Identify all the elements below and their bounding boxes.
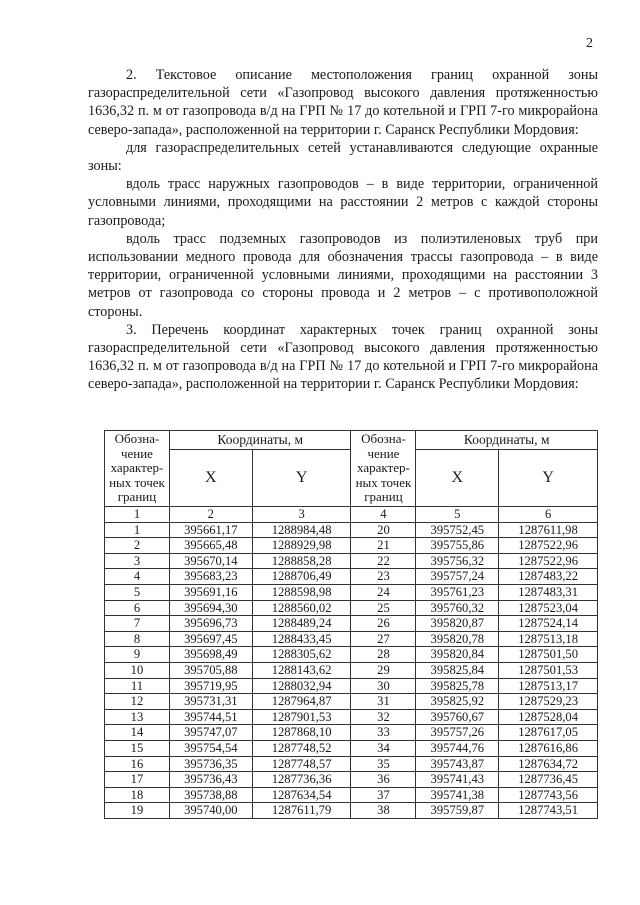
point-number: 9 [105, 647, 170, 663]
column-number: 2 [169, 507, 252, 523]
coord-y: 1287868,10 [252, 725, 351, 741]
point-number: 11 [105, 678, 170, 694]
coord-x: 395740,00 [169, 803, 252, 819]
column-number: 4 [351, 507, 416, 523]
coord-y: 1287617,05 [499, 725, 598, 741]
point-number: 19 [105, 803, 170, 819]
coord-x: 395744,76 [416, 740, 499, 756]
coord-y: 1288858,28 [252, 553, 351, 569]
point-number: 4 [105, 569, 170, 585]
table-row [105, 538, 598, 554]
coordinates-table-body [105, 522, 598, 818]
column-number: 3 [252, 507, 351, 523]
coord-y: 1287483,31 [499, 584, 598, 600]
point-number: 31 [351, 694, 416, 710]
coord-x: 395719,95 [169, 678, 252, 694]
table-row [105, 553, 598, 569]
point-number: 12 [105, 694, 170, 710]
coord-x: 395754,54 [169, 740, 252, 756]
point-number: 34 [351, 740, 416, 756]
table-row [105, 803, 598, 819]
coord-x: 395670,14 [169, 553, 252, 569]
coord-y: 1288489,24 [252, 616, 351, 632]
coord-y: 1287483,22 [499, 569, 598, 585]
table-row [105, 772, 598, 788]
coord-y: 1287634,72 [499, 756, 598, 772]
point-number: 16 [105, 756, 170, 772]
coord-y: 1287513,17 [499, 678, 598, 694]
column-number: 6 [499, 507, 598, 523]
coord-x: 395697,45 [169, 631, 252, 647]
paragraph-underground-pipelines: вдоль трасс подземных газопроводов из полиэтиленовых труб при использовании медного провода для обозначения трассы газопровода – в виде территории, ограниченной условными линиями, проходящими на расстоянии 3 метров от газопровода со стороны провода и 2 метров – с противоположной стороны. [88, 230, 598, 320]
coord-x: 395743,87 [416, 756, 499, 772]
coord-x: 395741,43 [416, 772, 499, 788]
coord-y: 1288984,48 [252, 522, 351, 538]
column-number: 5 [416, 507, 499, 523]
table-row [105, 694, 598, 710]
coord-y: 1288433,45 [252, 631, 351, 647]
table-row [105, 740, 598, 756]
coord-y: 1287529,23 [499, 694, 598, 710]
coord-y: 1287501,53 [499, 662, 598, 678]
coord-y: 1287522,96 [499, 538, 598, 554]
header-x-right: X [416, 450, 499, 507]
coord-x: 395820,78 [416, 631, 499, 647]
coord-y: 1288929,98 [252, 538, 351, 554]
coord-y: 1287523,04 [499, 600, 598, 616]
coord-y: 1288598,98 [252, 584, 351, 600]
coord-y: 1288305,62 [252, 647, 351, 663]
point-number: 10 [105, 662, 170, 678]
point-number: 21 [351, 538, 416, 554]
coord-x: 395756,32 [416, 553, 499, 569]
coord-x: 395661,17 [169, 522, 252, 538]
point-number: 38 [351, 803, 416, 819]
coord-x: 395820,87 [416, 616, 499, 632]
coord-x: 395752,45 [416, 522, 499, 538]
header-coordinates-right: Координаты, м [416, 431, 598, 450]
table-row [105, 709, 598, 725]
point-number: 28 [351, 647, 416, 663]
coord-x: 395744,51 [169, 709, 252, 725]
coord-y: 1287528,04 [499, 709, 598, 725]
table-row [105, 725, 598, 741]
coord-y: 1287901,53 [252, 709, 351, 725]
coord-y: 1287748,57 [252, 756, 351, 772]
header-y-right: Y [499, 450, 598, 507]
coord-y: 1287524,14 [499, 616, 598, 632]
body-text [88, 66, 598, 394]
point-number: 29 [351, 662, 416, 678]
coord-y: 1287964,87 [252, 694, 351, 710]
paragraph-section-3-title: 3. Перечень координат характерных точек границ охранной зоны газораспределительной сети «Газопровод высокого давления протяженностью 1636,32 п. м от газопровода в/д на ГРП № 17 до котельной и ГРП 7-го микрорайона северо-запада», расположенной на территории г. Саранск Республики Мордовия: [88, 321, 598, 393]
coord-x: 395820,84 [416, 647, 499, 663]
table-row [105, 647, 598, 663]
coord-y: 1287501,50 [499, 647, 598, 663]
coord-x: 395705,88 [169, 662, 252, 678]
point-number: 35 [351, 756, 416, 772]
coord-x: 395825,92 [416, 694, 499, 710]
point-number: 23 [351, 569, 416, 585]
table-row [105, 569, 598, 585]
paragraph-outdoor-pipelines: вдоль трасс наружных газопроводов – в виде территории, ограниченной условными линиями, проходящими на расстоянии 2 метров с каждой стороны газопровода; [88, 176, 598, 229]
coord-x: 395747,07 [169, 725, 252, 741]
coord-y: 1288706,49 [252, 569, 351, 585]
table-row [105, 600, 598, 616]
coord-x: 395731,31 [169, 694, 252, 710]
point-number: 2 [105, 538, 170, 554]
coord-x: 395757,24 [416, 569, 499, 585]
table-row [105, 756, 598, 772]
point-number: 17 [105, 772, 170, 788]
coord-x: 395741,38 [416, 787, 499, 803]
coord-y: 1287748,52 [252, 740, 351, 756]
point-number: 25 [351, 600, 416, 616]
page-number: 2 [586, 36, 593, 51]
point-number: 13 [105, 709, 170, 725]
coord-x: 395691,16 [169, 584, 252, 600]
coord-y: 1287513,18 [499, 631, 598, 647]
coord-x: 395665,48 [169, 538, 252, 554]
point-number: 27 [351, 631, 416, 647]
coord-x: 395757,26 [416, 725, 499, 741]
table-row [105, 584, 598, 600]
coord-x: 395698,49 [169, 647, 252, 663]
column-number: 1 [105, 507, 170, 523]
point-number: 30 [351, 678, 416, 694]
point-number: 32 [351, 709, 416, 725]
point-number: 14 [105, 725, 170, 741]
table-row [105, 678, 598, 694]
point-number: 1 [105, 522, 170, 538]
column-number-row [105, 507, 598, 523]
coord-y: 1288032,94 [252, 678, 351, 694]
coord-x: 395696,73 [169, 616, 252, 632]
table-row [105, 662, 598, 678]
point-number: 37 [351, 787, 416, 803]
point-number: 5 [105, 584, 170, 600]
paragraph-section-2-title: 2. Текстовое описание местоположения границ охранной зоны газораспределительной сети «Газопровод высокого давления протяженностью 1636,32 п. м от газопровода в/д на ГРП № 17 до котельной и ГРП 7-го микрорайона северо-запада», расположенной на территории г. Саранск Республики Мордовия: [88, 67, 598, 138]
coord-x: 395759,87 [416, 803, 499, 819]
table-row [105, 522, 598, 538]
point-number: 22 [351, 553, 416, 569]
header-point-label-right: Обозна-чение характер-ных точек границ [351, 431, 416, 507]
header-x-left: X [169, 450, 252, 507]
coord-x: 395736,43 [169, 772, 252, 788]
table-row [105, 616, 598, 632]
coord-x: 395825,78 [416, 678, 499, 694]
point-number: 6 [105, 600, 170, 616]
coord-y: 1287736,36 [252, 772, 351, 788]
coord-y: 1287736,45 [499, 772, 598, 788]
point-number: 18 [105, 787, 170, 803]
point-number: 26 [351, 616, 416, 632]
coord-y: 1287616,86 [499, 740, 598, 756]
coord-y: 1287743,51 [499, 803, 598, 819]
point-number: 36 [351, 772, 416, 788]
coord-x: 395760,67 [416, 709, 499, 725]
coord-y: 1288560,02 [252, 600, 351, 616]
coord-y: 1287611,98 [499, 522, 598, 538]
coord-x: 395683,23 [169, 569, 252, 585]
coord-y: 1287743,56 [499, 787, 598, 803]
coord-x: 395760,32 [416, 600, 499, 616]
point-number: 33 [351, 725, 416, 741]
coord-x: 395694,30 [169, 600, 252, 616]
header-y-left: Y [252, 450, 351, 507]
header-coordinates-left: Координаты, м [169, 431, 351, 450]
header-point-label-left: Обозна-чение характер-ных точек границ [105, 431, 170, 507]
coord-y: 1287611,79 [252, 803, 351, 819]
point-number: 7 [105, 616, 170, 632]
coord-x: 395738,88 [169, 787, 252, 803]
point-number: 3 [105, 553, 170, 569]
point-number: 20 [351, 522, 416, 538]
point-number: 8 [105, 631, 170, 647]
coord-x: 395761,23 [416, 584, 499, 600]
coordinates-table [104, 430, 598, 819]
coord-y: 1287634,54 [252, 787, 351, 803]
table-row [105, 787, 598, 803]
coord-x: 395825,84 [416, 662, 499, 678]
coord-y: 1288143,62 [252, 662, 351, 678]
point-number: 15 [105, 740, 170, 756]
paragraph-zones-intro: для газораспределительных сетей устанавливаются следующие охранные зоны: [88, 139, 598, 175]
coord-x: 395736,35 [169, 756, 252, 772]
table-row [105, 631, 598, 647]
coord-y: 1287522,96 [499, 553, 598, 569]
point-number: 24 [351, 584, 416, 600]
coord-x: 395755,86 [416, 538, 499, 554]
